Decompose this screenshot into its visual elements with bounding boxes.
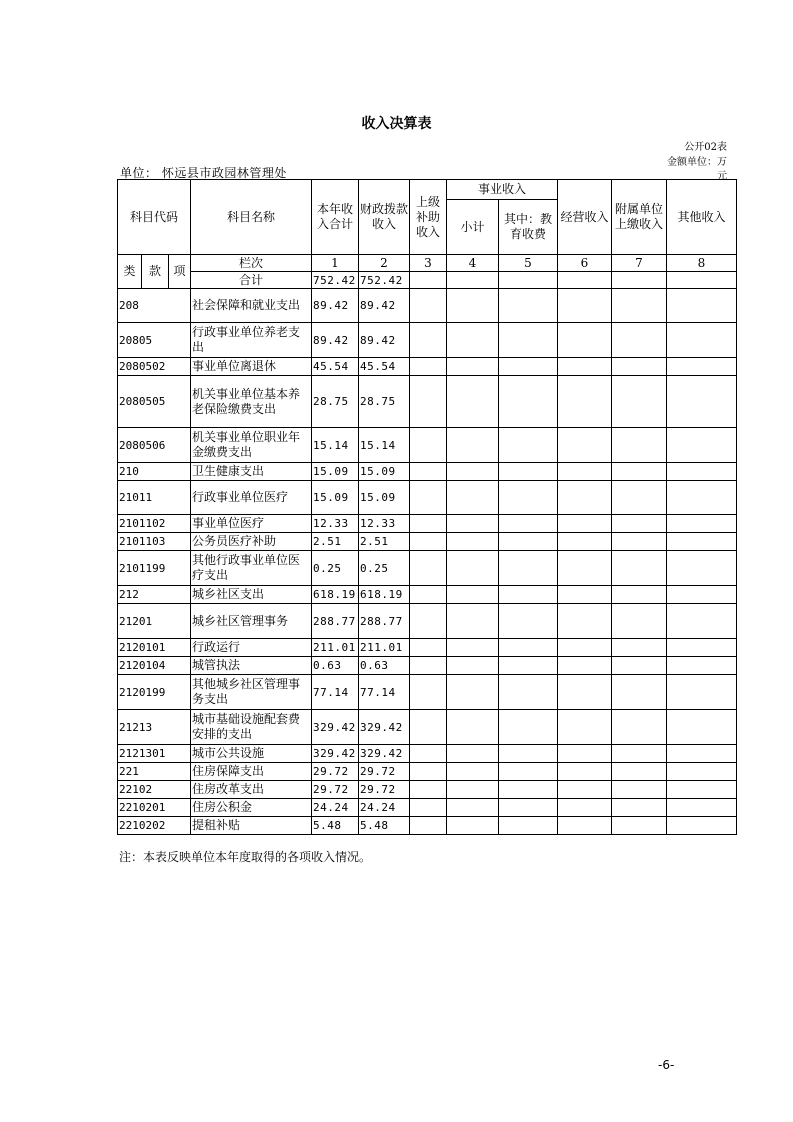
row-empty-cell — [667, 745, 737, 763]
row-empty-cell — [499, 358, 558, 376]
table-row — [118, 745, 737, 763]
row-empty-cell — [447, 533, 499, 551]
header-code: 科目代码 — [118, 180, 191, 255]
page-number: -6- — [658, 1058, 675, 1072]
row-empty-cell — [558, 675, 612, 710]
table-row — [118, 604, 737, 639]
row-fiscal: 0.63 — [359, 657, 410, 675]
row-fiscal: 12.33 — [359, 515, 410, 533]
row-empty-cell — [410, 675, 447, 710]
col-num-7: 7 — [612, 255, 667, 272]
row-empty-cell — [499, 428, 558, 463]
row-code: 208 — [118, 289, 191, 323]
row-empty-cell — [558, 817, 612, 835]
header-edu: 其中：教育收费 — [499, 200, 558, 255]
row-empty-cell — [447, 515, 499, 533]
row-empty-cell — [447, 745, 499, 763]
row-empty-cell — [410, 745, 447, 763]
row-empty-cell — [667, 428, 737, 463]
row-empty-cell — [410, 358, 447, 376]
row-fiscal: 329.42 — [359, 710, 410, 745]
row-empty-cell — [667, 639, 737, 657]
col-num-2: 2 — [359, 255, 410, 272]
row-total: 0.63 — [312, 657, 359, 675]
row-code: 2210201 — [118, 799, 191, 817]
row-empty-cell — [410, 323, 447, 358]
row-empty-cell — [410, 781, 447, 799]
row-fiscal: 288.77 — [359, 604, 410, 639]
row-code: 2101102 — [118, 515, 191, 533]
header-name: 科目名称 — [191, 180, 312, 255]
row-empty-cell — [612, 710, 667, 745]
col-num-6: 6 — [558, 255, 612, 272]
row-empty-cell — [558, 533, 612, 551]
row-empty-cell — [612, 551, 667, 586]
row-empty-cell — [499, 604, 558, 639]
row-code: 221 — [118, 763, 191, 781]
row-empty-cell — [558, 639, 612, 657]
row-fiscal: 15.09 — [359, 463, 410, 481]
table-row — [118, 675, 737, 710]
row-empty-cell — [499, 323, 558, 358]
table-row — [118, 763, 737, 781]
row-empty-cell — [447, 781, 499, 799]
table-row — [118, 463, 737, 481]
row-empty-cell — [667, 289, 737, 323]
row-empty-cell — [667, 817, 737, 835]
row-code: 2080506 — [118, 428, 191, 463]
row-code: 2101199 — [118, 551, 191, 586]
income-table — [117, 179, 737, 835]
row-fiscal: 77.14 — [359, 675, 410, 710]
row-empty-cell — [499, 639, 558, 657]
table-row — [118, 817, 737, 835]
row-name: 住房公积金 — [191, 799, 312, 817]
row-code: 2210202 — [118, 817, 191, 835]
row-total: 12.33 — [312, 515, 359, 533]
row-name: 城市基础设施配套费安排的支出 — [191, 710, 312, 745]
row-fiscal: 89.42 — [359, 323, 410, 358]
row-empty-cell — [499, 657, 558, 675]
row-code: 2080502 — [118, 358, 191, 376]
row-empty-cell — [447, 586, 499, 604]
row-name: 社会保障和就业支出 — [191, 289, 312, 323]
table-row — [118, 481, 737, 515]
table-row — [118, 358, 737, 376]
row-name: 卫生健康支出 — [191, 463, 312, 481]
row-fiscal: 0.25 — [359, 551, 410, 586]
row-empty-cell — [558, 586, 612, 604]
row-fiscal: 24.24 — [359, 799, 410, 817]
row-empty-cell — [667, 358, 737, 376]
row-empty-cell — [612, 533, 667, 551]
table-row — [118, 428, 737, 463]
row-empty-cell — [558, 551, 612, 586]
row-empty-cell — [410, 428, 447, 463]
row-total: 15.09 — [312, 463, 359, 481]
row-empty-cell — [447, 675, 499, 710]
row-code: 2120199 — [118, 675, 191, 710]
row-name: 城乡社区管理事务 — [191, 604, 312, 639]
row-empty-cell — [558, 657, 612, 675]
row-empty-cell — [558, 289, 612, 323]
row-total: 24.24 — [312, 799, 359, 817]
row-code: 2101103 — [118, 533, 191, 551]
row-empty-cell — [667, 710, 737, 745]
row-fiscal: 329.42 — [359, 745, 410, 763]
row-total: 15.14 — [312, 428, 359, 463]
row-name: 城乡社区支出 — [191, 586, 312, 604]
row-code: 2120104 — [118, 657, 191, 675]
row-name: 事业单位医疗 — [191, 515, 312, 533]
row-name: 机关事业单位职业年金缴费支出 — [191, 428, 312, 463]
row-empty-cell — [612, 745, 667, 763]
row-empty-cell — [667, 604, 737, 639]
row-empty-cell — [499, 763, 558, 781]
row-empty-cell — [447, 604, 499, 639]
row-empty-cell — [558, 323, 612, 358]
row-empty-cell — [447, 358, 499, 376]
table-row — [118, 586, 737, 604]
row-empty-cell — [499, 515, 558, 533]
amount-unit-wrap: 元 — [717, 171, 727, 182]
row-empty-cell — [667, 376, 737, 428]
row-empty-cell — [667, 763, 737, 781]
row-empty-cell — [410, 799, 447, 817]
row-empty-cell — [558, 481, 612, 515]
row-fiscal: 618.19 — [359, 586, 410, 604]
row-name: 事业单位离退休 — [191, 358, 312, 376]
row-total: 329.42 — [312, 745, 359, 763]
page-title: 收入决算表 — [361, 116, 432, 132]
row-empty-cell — [447, 817, 499, 835]
row-total: 0.25 — [312, 551, 359, 586]
header-lanci: 栏次 — [191, 255, 312, 272]
row-empty-cell — [499, 481, 558, 515]
table-row — [118, 781, 737, 799]
row-empty-cell — [410, 515, 447, 533]
row-empty-cell — [558, 710, 612, 745]
row-name: 行政运行 — [191, 639, 312, 657]
row-total: 89.42 — [312, 323, 359, 358]
header-affiliate: 附属单位上缴收入 — [612, 180, 667, 255]
row-empty-cell — [558, 358, 612, 376]
row-empty-cell — [410, 376, 447, 428]
row-empty-cell — [410, 551, 447, 586]
row-fiscal: 211.01 — [359, 639, 410, 657]
row-empty-cell — [612, 358, 667, 376]
row-name: 行政事业单位医疗 — [191, 481, 312, 515]
row-empty-cell — [499, 817, 558, 835]
row-fiscal: 89.42 — [359, 289, 410, 323]
row-empty-cell — [410, 710, 447, 745]
row-empty-cell — [612, 657, 667, 675]
row-empty-cell — [667, 533, 737, 551]
sum-row — [118, 272, 737, 289]
table-row — [118, 710, 737, 745]
row-empty-cell — [447, 763, 499, 781]
row-total: 15.09 — [312, 481, 359, 515]
row-code: 212 — [118, 586, 191, 604]
sum-total: 752.42 — [312, 272, 359, 289]
row-empty-cell — [499, 799, 558, 817]
row-code: 2080505 — [118, 376, 191, 428]
row-empty-cell — [410, 463, 447, 481]
row-empty-cell — [667, 799, 737, 817]
row-empty-cell — [499, 675, 558, 710]
table-row — [118, 515, 737, 533]
row-code: 21201 — [118, 604, 191, 639]
table-note: 注：本表反映单位本年度取得的各项收入情况。 — [119, 850, 372, 864]
row-empty-cell — [558, 604, 612, 639]
row-empty-cell — [667, 586, 737, 604]
row-empty-cell — [612, 481, 667, 515]
row-name: 城市公共设施 — [191, 745, 312, 763]
row-empty-cell — [499, 289, 558, 323]
row-fiscal: 29.72 — [359, 763, 410, 781]
row-empty-cell — [558, 376, 612, 428]
row-empty-cell — [612, 604, 667, 639]
row-empty-cell — [558, 463, 612, 481]
row-empty-cell — [612, 586, 667, 604]
row-empty-cell — [667, 551, 737, 586]
row-empty-cell — [410, 586, 447, 604]
header-business: 事业收入 — [447, 180, 558, 200]
row-total: 29.72 — [312, 763, 359, 781]
table-row — [118, 323, 737, 358]
row-name: 机关事业单位基本养老保险缴费支出 — [191, 376, 312, 428]
row-name: 其他行政事业单位医疗支出 — [191, 551, 312, 586]
row-empty-cell — [667, 515, 737, 533]
row-empty-cell — [667, 463, 737, 481]
header-fiscal: 财政拨款收入 — [359, 180, 410, 255]
row-total: 89.42 — [312, 289, 359, 323]
row-empty-cell — [612, 376, 667, 428]
row-empty-cell — [447, 551, 499, 586]
table-row — [118, 639, 737, 657]
sum-fiscal: 752.42 — [359, 272, 410, 289]
row-empty-cell — [612, 463, 667, 481]
row-empty-cell — [447, 639, 499, 657]
row-empty-cell — [612, 763, 667, 781]
row-code: 22102 — [118, 781, 191, 799]
header-total: 本年收入合计 — [312, 180, 359, 255]
row-total: 618.19 — [312, 586, 359, 604]
header-row-1 — [118, 180, 737, 200]
row-empty-cell — [410, 289, 447, 323]
row-empty-cell — [499, 463, 558, 481]
row-empty-cell — [612, 323, 667, 358]
row-code: 20805 — [118, 323, 191, 358]
row-empty-cell — [612, 639, 667, 657]
row-empty-cell — [447, 657, 499, 675]
table-row — [118, 376, 737, 428]
row-name: 住房改革支出 — [191, 781, 312, 799]
col-num-3: 3 — [410, 255, 447, 272]
row-empty-cell — [499, 533, 558, 551]
row-fiscal: 15.09 — [359, 481, 410, 515]
row-empty-cell — [558, 428, 612, 463]
row-fiscal: 15.14 — [359, 428, 410, 463]
row-empty-cell — [612, 781, 667, 799]
row-total: 2.51 — [312, 533, 359, 551]
organization-name: 单位： 怀远县市政园林管理处 — [120, 166, 287, 180]
row-empty-cell — [558, 799, 612, 817]
row-code: 210 — [118, 463, 191, 481]
row-code: 21011 — [118, 481, 191, 515]
row-empty-cell — [410, 481, 447, 515]
row-empty-cell — [410, 639, 447, 657]
table-row — [118, 289, 737, 323]
row-empty-cell — [667, 323, 737, 358]
row-total: 45.54 — [312, 358, 359, 376]
row-empty-cell — [447, 481, 499, 515]
row-empty-cell — [447, 376, 499, 428]
header-operating: 经营收入 — [558, 180, 612, 255]
row-empty-cell — [558, 515, 612, 533]
col-num-5: 5 — [499, 255, 558, 272]
header-subtotal: 小计 — [447, 200, 499, 255]
row-total: 77.14 — [312, 675, 359, 710]
header-lei: 类 — [118, 255, 142, 289]
row-empty-cell — [499, 781, 558, 799]
row-empty-cell — [410, 604, 447, 639]
row-empty-cell — [612, 675, 667, 710]
row-total: 211.01 — [312, 639, 359, 657]
row-empty-cell — [447, 428, 499, 463]
table-row — [118, 551, 737, 586]
row-name: 其他城乡社区管理事务支出 — [191, 675, 312, 710]
table-row — [118, 533, 737, 551]
row-name: 公务员医疗补助 — [191, 533, 312, 551]
row-empty-cell — [499, 586, 558, 604]
table-row — [118, 657, 737, 675]
col-num-8: 8 — [667, 255, 737, 272]
row-empty-cell — [447, 323, 499, 358]
row-fiscal: 28.75 — [359, 376, 410, 428]
row-total: 288.77 — [312, 604, 359, 639]
row-empty-cell — [499, 376, 558, 428]
row-empty-cell — [558, 763, 612, 781]
row-total: 28.75 — [312, 376, 359, 428]
row-name: 城管执法 — [191, 657, 312, 675]
row-name: 提租补贴 — [191, 817, 312, 835]
row-empty-cell — [447, 463, 499, 481]
row-empty-cell — [499, 551, 558, 586]
row-empty-cell — [558, 745, 612, 763]
row-empty-cell — [410, 533, 447, 551]
row-empty-cell — [499, 745, 558, 763]
row-total: 29.72 — [312, 781, 359, 799]
row-fiscal: 2.51 — [359, 533, 410, 551]
row-empty-cell — [667, 675, 737, 710]
row-empty-cell — [612, 799, 667, 817]
row-code: 21213 — [118, 710, 191, 745]
row-fiscal: 5.48 — [359, 817, 410, 835]
row-empty-cell — [447, 289, 499, 323]
row-total: 5.48 — [312, 817, 359, 835]
row-empty-cell — [499, 710, 558, 745]
row-fiscal: 29.72 — [359, 781, 410, 799]
row-empty-cell — [447, 710, 499, 745]
header-other: 其他收入 — [667, 180, 737, 255]
row-empty-cell — [667, 781, 737, 799]
row-code: 2121301 — [118, 745, 191, 763]
amount-unit-label: 金额单位：万 — [667, 157, 727, 168]
row-empty-cell — [410, 657, 447, 675]
header-kuan: 款 — [142, 255, 169, 289]
row-empty-cell — [612, 289, 667, 323]
row-empty-cell — [667, 657, 737, 675]
table-row — [118, 799, 737, 817]
row-empty-cell — [612, 428, 667, 463]
row-name: 住房保障支出 — [191, 763, 312, 781]
form-number: 公开02表 — [684, 142, 727, 153]
header-upper: 上级补助收入 — [410, 180, 447, 255]
col-num-4: 4 — [447, 255, 499, 272]
row-empty-cell — [558, 781, 612, 799]
row-empty-cell — [612, 817, 667, 835]
row-code: 2120101 — [118, 639, 191, 657]
row-empty-cell — [612, 515, 667, 533]
row-empty-cell — [410, 817, 447, 835]
column-number-row — [118, 255, 737, 272]
row-empty-cell — [447, 799, 499, 817]
row-fiscal: 45.54 — [359, 358, 410, 376]
sum-label: 合计 — [191, 272, 312, 289]
row-empty-cell — [410, 763, 447, 781]
row-total: 329.42 — [312, 710, 359, 745]
col-num-1: 1 — [312, 255, 359, 272]
row-empty-cell — [667, 481, 737, 515]
header-xiang: 项 — [169, 255, 191, 289]
row-name: 行政事业单位养老支出 — [191, 323, 312, 358]
